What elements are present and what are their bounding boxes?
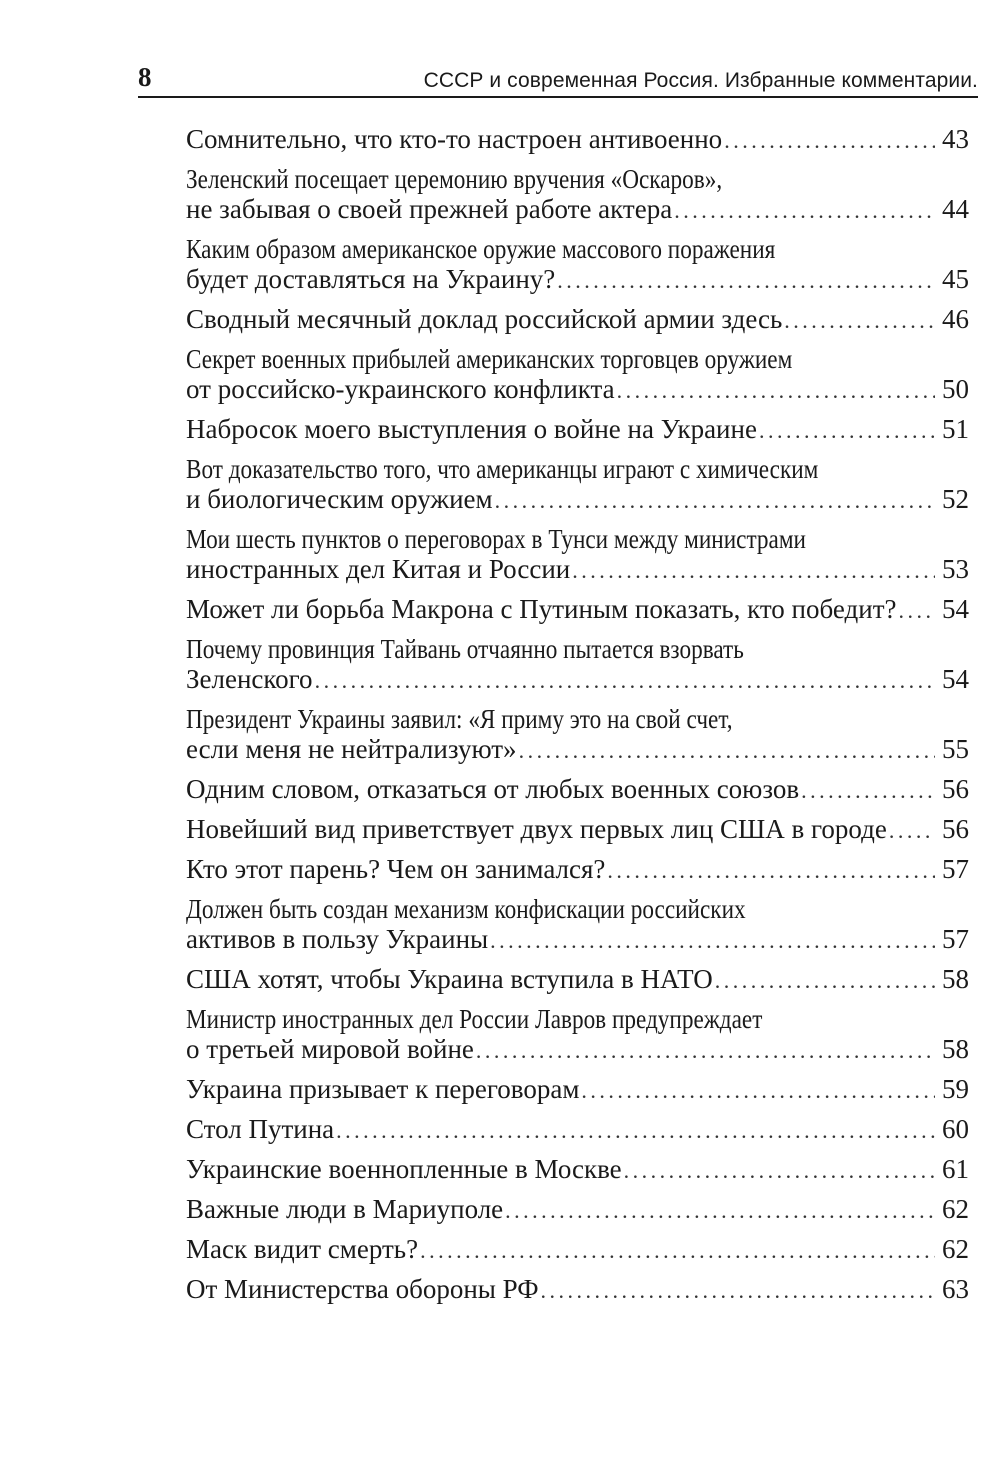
toc-entry bbox=[186, 1004, 969, 1064]
toc-entry bbox=[186, 344, 969, 404]
page-number: 8 bbox=[138, 62, 152, 92]
toc-page-number: 54 bbox=[942, 664, 969, 694]
toc-page-number: 44 bbox=[942, 194, 969, 224]
dot-leader bbox=[724, 128, 935, 154]
toc-entry-title-line: Должен быть создан механизм конфискации российских bbox=[186, 894, 746, 924]
toc-entry bbox=[186, 1154, 969, 1184]
toc-entry-title-line: Маск видит смерть? bbox=[186, 1234, 419, 1264]
toc-entry bbox=[186, 594, 969, 624]
toc-page-number: 52 bbox=[942, 484, 969, 514]
toc-entry bbox=[186, 164, 969, 224]
toc-entry bbox=[186, 814, 969, 844]
dot-leader bbox=[715, 968, 935, 994]
toc-entry-title-line: Президент Украины заявил: «Я приму это на свой счет, bbox=[186, 704, 733, 734]
toc-page-number: 54 bbox=[942, 594, 969, 624]
toc-entry-title-line: Может ли борьба Макрона с Путиным показать, кто победит? bbox=[186, 594, 897, 624]
toc-page-number: 43 bbox=[942, 124, 969, 154]
toc-entry-title-line: активов в пользу Украины bbox=[186, 924, 489, 954]
toc-page-number: 46 bbox=[942, 304, 969, 334]
toc-entry-title-line: Кто этот парень? Чем он занимался? bbox=[186, 854, 606, 884]
toc-entry bbox=[186, 454, 969, 514]
toc-page-number: 60 bbox=[942, 1114, 969, 1144]
toc-page-number: 58 bbox=[942, 1034, 969, 1064]
dot-leader bbox=[759, 418, 935, 444]
dot-leader bbox=[495, 488, 935, 514]
dot-leader bbox=[898, 598, 935, 624]
toc-page-number: 57 bbox=[942, 854, 969, 884]
toc-entry bbox=[186, 854, 969, 884]
toc-page-number: 59 bbox=[942, 1074, 969, 1104]
toc-entry-title-line: Почему провинция Тайвань отчаянно пытается взорвать bbox=[186, 634, 744, 664]
running-title: СССР и современная Россия. Избранные комментарии. bbox=[423, 69, 978, 92]
toc-page-number: 57 bbox=[942, 924, 969, 954]
toc-entry-title-line: Мои шесть пунктов о переговорах в Тунси между министрами bbox=[186, 524, 806, 554]
toc-page-number: 50 bbox=[942, 374, 969, 404]
dot-leader bbox=[505, 1198, 935, 1224]
toc-entry-title-line: Набросок моего выступления о войне на Украине bbox=[186, 414, 757, 444]
toc-entry bbox=[186, 124, 969, 154]
toc-entry bbox=[186, 1234, 969, 1264]
dot-leader bbox=[557, 268, 935, 294]
toc-entry bbox=[186, 1074, 969, 1104]
toc-entry bbox=[186, 1194, 969, 1224]
toc-entry-title-line: Зеленского bbox=[186, 664, 313, 694]
dot-leader bbox=[420, 1238, 935, 1264]
toc-entry-title-line: Украинские военнопленные в Москве bbox=[186, 1154, 622, 1184]
toc-page-number: 51 bbox=[942, 414, 969, 444]
dot-leader bbox=[784, 308, 935, 334]
toc-page-number: 45 bbox=[942, 264, 969, 294]
toc-entry bbox=[186, 304, 969, 334]
toc-entry bbox=[186, 234, 969, 294]
toc-entry-title-line: Сомнительно, что кто-то настроен антивоенно bbox=[186, 124, 723, 154]
toc-entry-title-line: Важные люди в Мариуполе bbox=[186, 1194, 504, 1224]
toc-entry-title-line: если меня не нейтрализуют» bbox=[186, 734, 517, 764]
toc-entry bbox=[186, 774, 969, 804]
dot-leader bbox=[315, 668, 935, 694]
toc-entry-title-line: Стол Путина bbox=[186, 1114, 335, 1144]
toc-page-number: 56 bbox=[942, 814, 969, 844]
toc-page-number: 63 bbox=[942, 1274, 969, 1304]
toc-entry-title-line: о третьей мировой войне bbox=[186, 1034, 474, 1064]
toc-entry-title-line: Украина призывает к переговорам bbox=[186, 1074, 580, 1104]
toc-page-number: 62 bbox=[942, 1194, 969, 1224]
toc-entry bbox=[186, 1114, 969, 1144]
toc-entry bbox=[186, 524, 969, 584]
toc-entry-title-line: Секрет военных прибылей американских торговцев оружием bbox=[186, 344, 793, 374]
toc-page-number: 58 bbox=[942, 964, 969, 994]
table-of-contents bbox=[186, 124, 969, 1314]
dot-leader bbox=[801, 778, 935, 804]
toc-entry bbox=[186, 964, 969, 994]
dot-leader bbox=[617, 378, 935, 404]
toc-entry bbox=[186, 1274, 969, 1304]
dot-leader bbox=[624, 1158, 935, 1184]
toc-entry-title-line: От Министерства обороны РФ bbox=[186, 1274, 539, 1304]
toc-entry-title-line: Министр иностранных дел России Лавров предупреждает bbox=[186, 1004, 763, 1034]
toc-page-number: 55 bbox=[942, 734, 969, 764]
toc-entry-title-line: США хотят, чтобы Украина вступила в НАТО bbox=[186, 964, 713, 994]
toc-entry bbox=[186, 704, 969, 764]
toc-page-number: 53 bbox=[942, 554, 969, 584]
toc-entry-title-line: и биологическим оружием bbox=[186, 484, 493, 514]
dot-leader bbox=[336, 1118, 935, 1144]
dot-leader bbox=[476, 1038, 935, 1064]
dot-leader bbox=[519, 738, 935, 764]
dot-leader bbox=[490, 928, 935, 954]
toc-entry-title-line: Вот доказательство того, что американцы играют с химическим bbox=[186, 454, 819, 484]
toc-page-number: 62 bbox=[942, 1234, 969, 1264]
toc-entry-title-line: Одним словом, отказаться от любых военных союзов bbox=[186, 774, 800, 804]
dot-leader bbox=[572, 558, 935, 584]
dot-leader bbox=[607, 858, 935, 884]
toc-page-number: 61 bbox=[942, 1154, 969, 1184]
toc-entry-title-line: Новейший вид приветствует двух первых лиц США в городе bbox=[186, 814, 887, 844]
toc-entry-title-line: от российско-украинского конфликта bbox=[186, 374, 615, 404]
dot-leader bbox=[541, 1278, 935, 1304]
dot-leader bbox=[581, 1078, 935, 1104]
toc-entry bbox=[186, 634, 969, 694]
toc-page-number: 56 bbox=[942, 774, 969, 804]
toc-entry bbox=[186, 414, 969, 444]
toc-entry-title-line: иностранных дел Китая и России bbox=[186, 554, 571, 584]
toc-entry bbox=[186, 894, 969, 954]
toc-entry-title-line: Зеленский посещает церемонию вручения «Оскаров», bbox=[186, 164, 723, 194]
toc-entry-title-line: Каким образом американское оружие массового поражения bbox=[186, 234, 776, 264]
dot-leader bbox=[889, 818, 935, 844]
toc-entry-title-line: не забывая о своей прежней работе актера bbox=[186, 194, 673, 224]
toc-entry-title-line: будет доставляться на Украину? bbox=[186, 264, 556, 294]
toc-entry-title-line: Сводный месячный доклад российской армии здесь bbox=[186, 304, 783, 334]
page-header bbox=[138, 62, 978, 98]
dot-leader bbox=[674, 198, 935, 224]
